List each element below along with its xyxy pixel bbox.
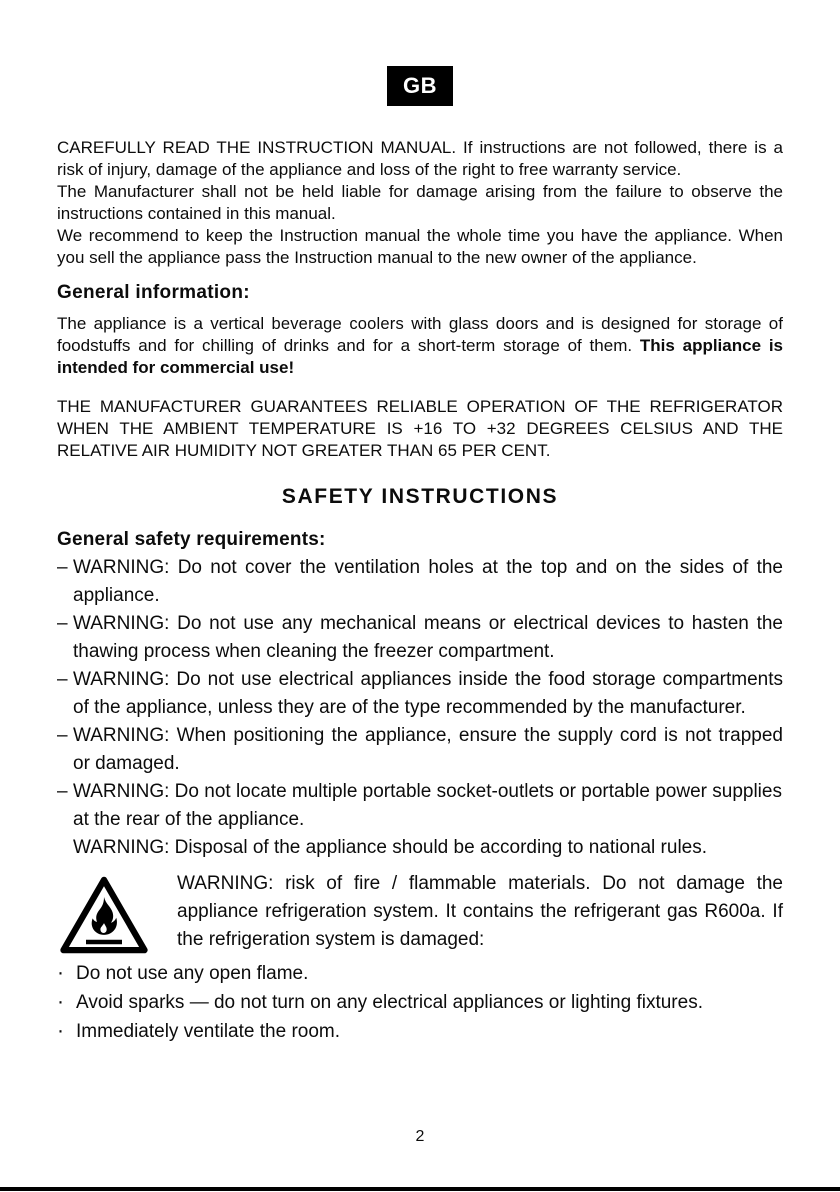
fire-step-item	[57, 988, 783, 1017]
general-information-paragraph-1	[57, 313, 783, 379]
warning-text: WARNING: When positioning the appliance, ensure the supply cord is not trapped or damaged.	[73, 725, 783, 774]
dot-bullet: ·	[57, 961, 64, 984]
page-content	[57, 137, 783, 1046]
warning-text: WARNING: Do not cover the ventilation holes at the top and on the sides of the appliance.	[73, 557, 783, 606]
general-information-heading: General information:	[57, 282, 250, 303]
warning-text: WARNING: Do not use electrical appliances inside the food storage compartments of the appliance, unless they are of the type recommended by the manufacturer.	[73, 669, 783, 718]
warning-item	[57, 834, 783, 862]
dash-bullet: –	[57, 557, 68, 578]
page-number: 2	[415, 1128, 425, 1145]
dash-bullet: –	[57, 781, 68, 802]
warning-text: WARNING: Do not locate multiple portable socket-outlets or portable power supplies at the rear of the appliance.	[73, 781, 782, 830]
dash-bullet: –	[57, 725, 68, 746]
warning-text: WARNING: Do not use any mechanical means or electrical devices to hasten the thawing process when cleaning the freezer compartment.	[73, 613, 783, 662]
fire-step-text: Do not use any open flame.	[76, 963, 309, 984]
fire-step-item	[57, 959, 783, 988]
intro-section	[57, 137, 783, 269]
warning-item	[57, 666, 783, 722]
text-segment: beverage coolers	[271, 315, 404, 333]
warning-item	[57, 778, 783, 834]
fire-steps-list	[57, 959, 783, 1046]
flammable-warning-icon	[59, 873, 149, 957]
fire-step-item	[57, 1017, 783, 1046]
general-information-paragraph-2: THE MANUFACTURER GUARANTEES RELIABLE OPERATION OF THE REFRIGERATOR WHEN THE AMBIENT TEMPERATURE IS +16 TO +32 DEGREES CELSIUS AND THE RELATIVE AIR HUMIDITY NOT GREATER THAN 65 PER CENT.	[57, 397, 783, 460]
warning-item	[57, 554, 783, 610]
dash-bullet: –	[57, 613, 68, 634]
intro-paragraph-2: The Manufacturer shall not be held liable for damage arising from the failure to observe the instructions contained in this manual.	[57, 182, 783, 223]
dot-bullet: ·	[57, 1019, 64, 1042]
text-segment: with glass doors and is designed for storage of foodstuffs and for chilling of drinks and for a short-term storage of them.	[57, 314, 783, 355]
language-badge-label: GB	[403, 73, 437, 98]
fire-step-text: Immediately ventilate the room.	[76, 1021, 341, 1042]
language-badge	[387, 66, 453, 106]
intro-paragraph-1: CAREFULLY READ THE INSTRUCTION MANUAL. If instructions are not followed, there is a risk of injury, damage of the appliance and loss of the right to free warranty service.	[57, 138, 783, 179]
warning-text: WARNING: Disposal of the appliance should be according to national rules.	[73, 837, 708, 858]
general-safety-requirements-heading: General safety requirements:	[57, 529, 326, 550]
page-bottom-scan-bar	[0, 1187, 840, 1191]
text-segment: This appliance is intended for commercial use!	[57, 336, 783, 377]
fire-step-text: Avoid sparks — do not turn on any electrical appliances or lighting fixtures.	[76, 992, 703, 1013]
warning-item	[57, 722, 783, 778]
dot-bullet: ·	[57, 990, 64, 1013]
intro-paragraph-3: We recommend to keep the Instruction manual the whole time you have the appliance. When you sell the appliance pass the Instruction manual to the new owner of the appliance.	[57, 226, 783, 267]
safety-instructions-heading: SAFETY INSTRUCTIONS	[281, 485, 559, 508]
fire-warning-text: WARNING: risk of fire / flammable materials. Do not damage the appliance refrigeration system. It contains the refrigerant gas R600a. If the refrigeration system is damaged:	[177, 873, 783, 950]
warning-list	[57, 554, 783, 862]
fire-warning-block	[57, 870, 783, 954]
dash-bullet: –	[57, 669, 68, 690]
warning-item	[57, 610, 783, 666]
text-segment: The appliance is a vertical	[57, 314, 272, 333]
